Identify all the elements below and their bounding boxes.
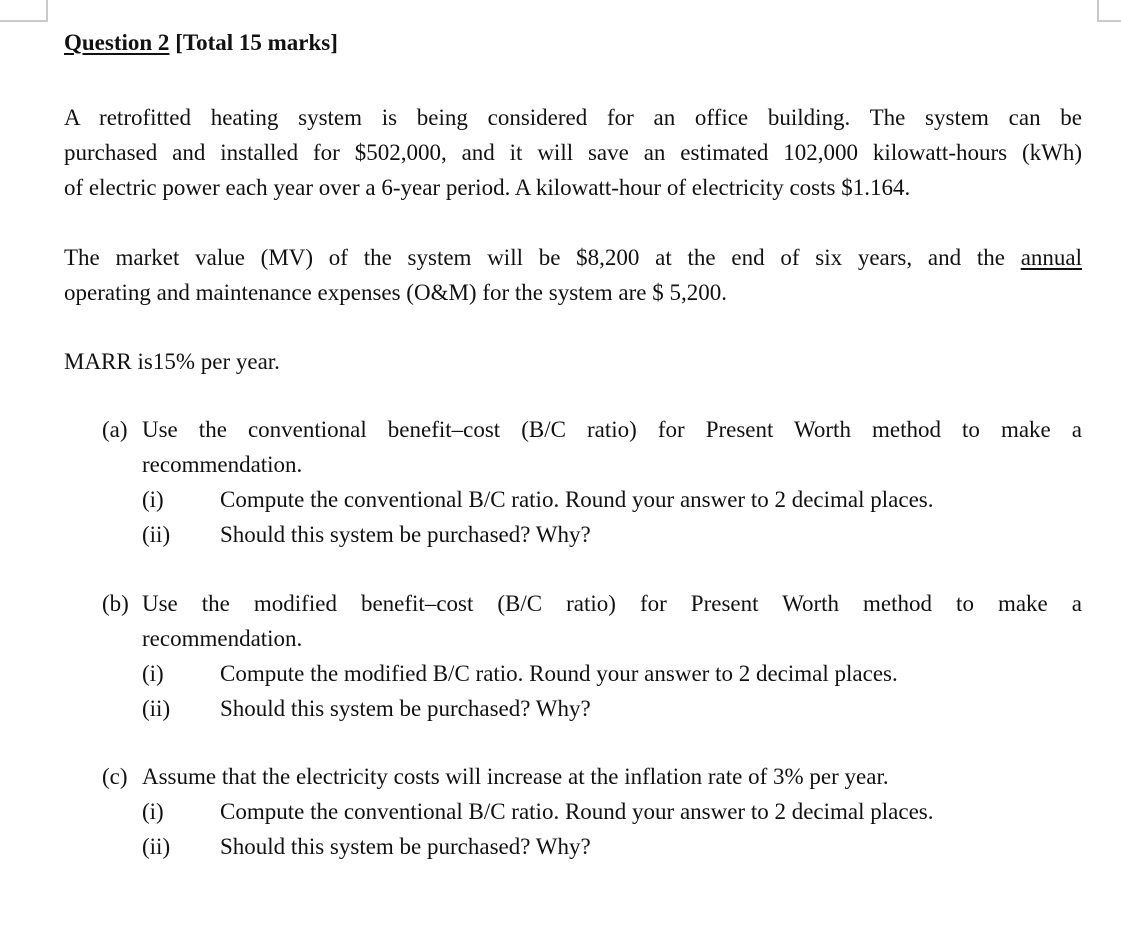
part-c-letter: (c)	[102, 764, 128, 789]
part-a-letter: (a)	[102, 417, 128, 442]
market-value-paragraph	[64, 240, 1082, 310]
item-text: Should this system be purchased? Why?	[220, 696, 591, 721]
part-c-head	[102, 759, 1082, 794]
marr-paragraph	[64, 344, 1082, 379]
part-c-item-ii	[102, 829, 1082, 864]
part-a-text: Use the conventional benefit–cost (B/C ratio) for Present Worth method to make a	[142, 417, 1082, 442]
market-line-1	[64, 240, 1082, 275]
part-b-item-i	[102, 656, 1082, 691]
intro-line-3: of electric power each year over a 6-year period. A kilowatt-hour of electricity costs $1.164.	[64, 175, 911, 200]
item-number: (i)	[142, 799, 164, 824]
item-number: (i)	[142, 487, 164, 512]
part-a-head	[102, 412, 1082, 447]
marr-text: MARR is15% per year.	[64, 349, 280, 374]
item-number: (ii)	[142, 696, 171, 721]
part-b-continuation: recommendation.	[142, 626, 303, 651]
intro-paragraph	[64, 100, 1082, 205]
part-b-head	[102, 586, 1082, 621]
market-line-1-text: The market value (MV) of the system will be $8,200 at the end of six years, and the	[64, 245, 1005, 270]
part-b	[102, 586, 1082, 726]
market-line-2: operating and maintenance expenses (O&M) for the system are $ 5,200.	[64, 280, 727, 305]
page-corner-mark-left	[0, 0, 48, 22]
part-c	[102, 759, 1082, 864]
intro-line-2: purchased and installed for $502,000, and it will save an estimated 102,000 kilowatt-hours (kWh)	[64, 140, 1082, 165]
page-corner-mark-right	[1097, 0, 1121, 22]
item-number: (i)	[142, 661, 164, 686]
part-a-item-ii	[102, 517, 1082, 552]
part-c-text: Assume that the electricity costs will increase at the inflation rate of 3% per year.	[142, 764, 889, 789]
item-text: Compute the modified B/C ratio. Round your answer to 2 decimal places.	[220, 661, 898, 686]
question-marks: [Total 15 marks]	[175, 30, 338, 55]
part-b-text: Use the modified benefit–cost (B/C ratio) for Present Worth method to make a	[142, 591, 1082, 616]
item-number: (ii)	[142, 522, 171, 547]
item-number: (ii)	[142, 834, 171, 859]
item-text: Compute the conventional B/C ratio. Round your answer to 2 decimal places.	[220, 487, 934, 512]
part-b-item-ii	[102, 691, 1082, 726]
question-heading	[64, 30, 338, 56]
part-b-letter: (b)	[102, 591, 129, 616]
part-a-continuation: recommendation.	[142, 452, 303, 477]
item-text: Compute the conventional B/C ratio. Round your answer to 2 decimal places.	[220, 799, 934, 824]
intro-line-1: A retrofitted heating system is being considered for an office building. The system can be	[64, 105, 1082, 130]
part-a-item-i	[102, 482, 1082, 517]
annual-underlined: annual	[1020, 245, 1082, 270]
part-a	[102, 412, 1082, 552]
question-number: Question 2	[64, 30, 170, 55]
item-text: Should this system be purchased? Why?	[220, 522, 591, 547]
item-text: Should this system be purchased? Why?	[220, 834, 591, 859]
part-c-item-i	[102, 794, 1082, 829]
